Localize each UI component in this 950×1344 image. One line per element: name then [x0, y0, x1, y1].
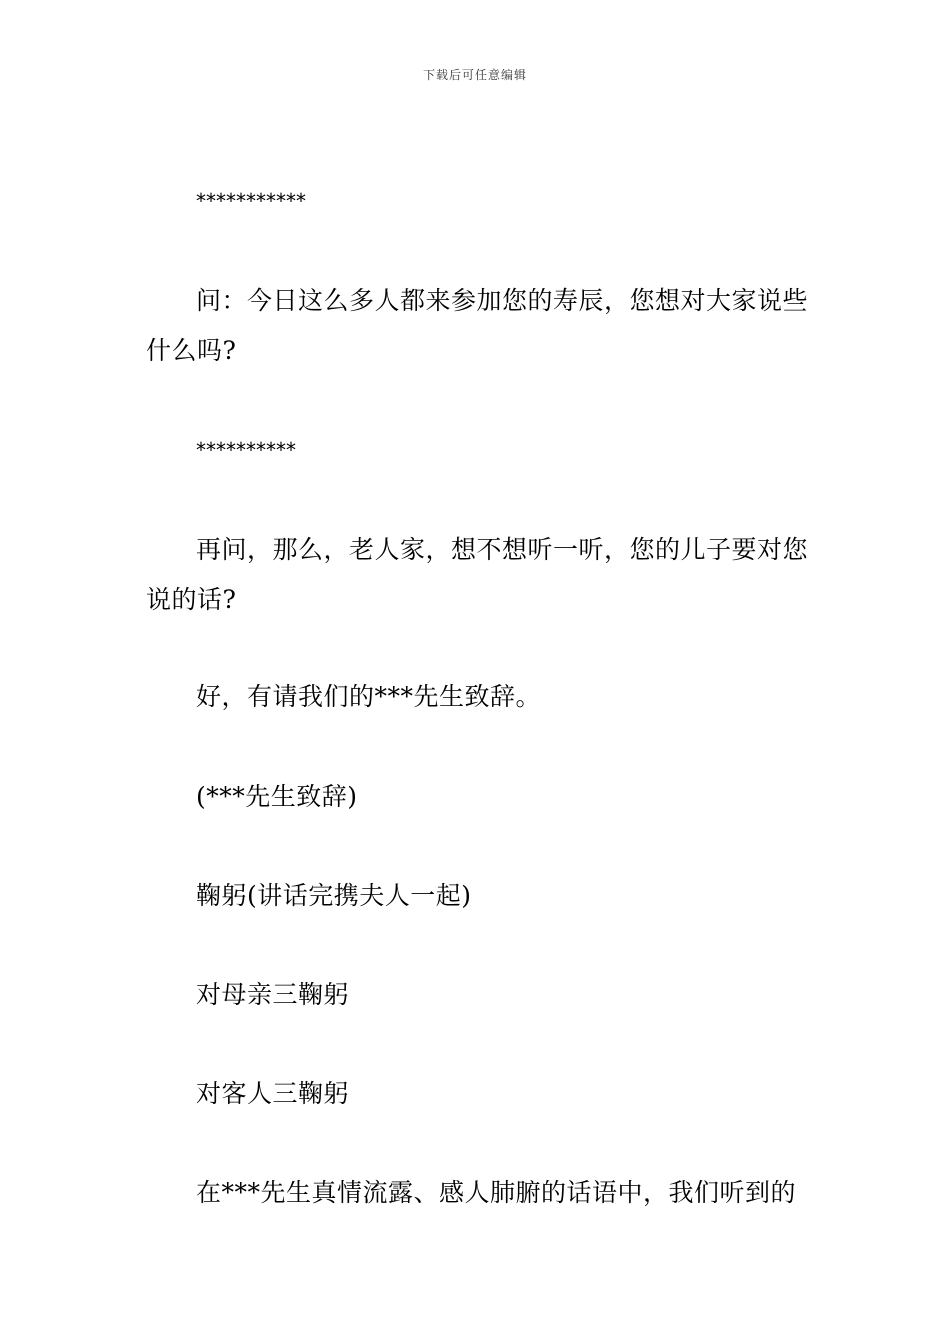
page-header-note: 下载后可任意编辑	[422, 68, 527, 82]
separator-stars: ***********	[196, 189, 306, 213]
paragraph-invite-speech: 好，有请我们的***先生致辞。	[196, 682, 542, 711]
paragraph-closing: 在***先生真情流露、感人肺腑的话语中，我们听到的	[196, 1178, 797, 1207]
paragraph-question-1: 问：今日这么多人都来参加您的寿辰，您想对大家说些什么吗?	[146, 286, 809, 365]
separator-stars: **********	[196, 438, 296, 462]
paragraph-bow-note: 鞠躬(讲话完携夫人一起)	[196, 881, 472, 910]
paragraph-bow-mother: 对母亲三鞠躬	[196, 980, 350, 1009]
paragraph-speech-note: (***先生致辞)	[196, 782, 358, 811]
paragraph-question-2: 再问，那么，老人家，想不想听一听，您的儿子要对您说的话?	[146, 535, 809, 614]
paragraph-bow-guests: 对客人三鞠躬	[196, 1079, 350, 1108]
